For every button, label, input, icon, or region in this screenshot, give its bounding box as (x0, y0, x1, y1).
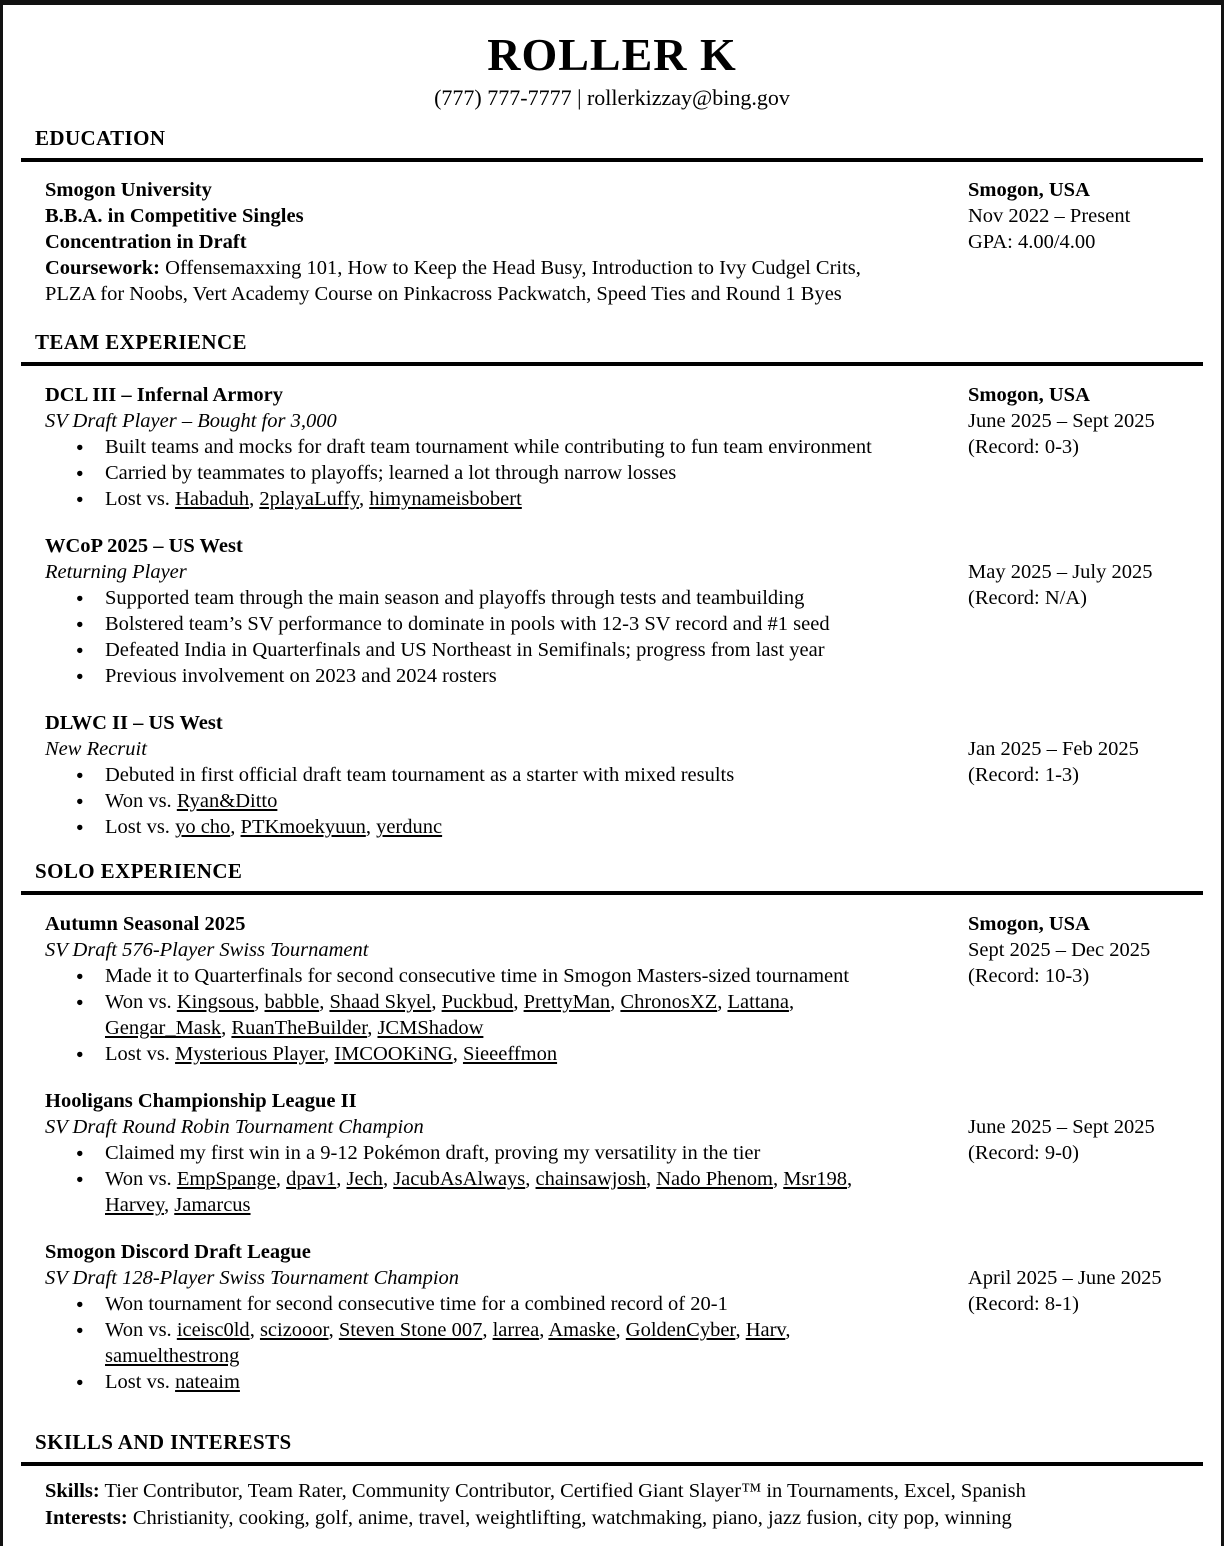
opponent-link[interactable]: Lattana (727, 991, 789, 1013)
text-segment: , (431, 991, 442, 1013)
text-segment: , (382, 1168, 394, 1190)
education-dates: Nov 2022 – Present (968, 205, 1131, 227)
opponent-link[interactable]: Steven Stone 007 (338, 1319, 483, 1341)
education-gpa: GPA: 4.00/4.00 (968, 231, 1096, 253)
section-skills-interests (3, 1429, 1221, 1532)
text-segment: , (249, 488, 260, 510)
entry-dates: April 2025 – June 2025 (968, 1267, 1162, 1289)
opponent-link[interactable]: yo cho (175, 816, 231, 838)
text-segment: , (772, 1168, 784, 1190)
bullet-text: Debuted in first official draft team tournament as a starter with mixed results (105, 764, 735, 786)
bullet-item (3, 1317, 1221, 1369)
entry-dates: Sept 2025 – Dec 2025 (968, 939, 1151, 961)
text-segment: , (230, 816, 241, 838)
school-name: Smogon University (45, 179, 212, 201)
degree: B.B.A. in Competitive Singles (45, 205, 304, 227)
bullet-text (105, 1166, 852, 1218)
interests-text: Christianity, cooking, golf, anime, travel, weightlifting, watchmaking, piano, jazz fusion, city pop, winning (127, 1507, 1012, 1529)
opponent-link[interactable]: Jech (346, 1168, 383, 1190)
text-segment: Lost vs. (105, 816, 176, 838)
opponent-link[interactable]: PTKmoekyuun (240, 816, 366, 838)
entry-title-row (3, 533, 1221, 559)
coursework-label: Coursework: (45, 257, 161, 279)
bullet-text (105, 1317, 790, 1369)
opponent-link[interactable]: Ryan&Ditto (176, 790, 278, 812)
opponent-link[interactable]: yerdunc (376, 816, 443, 838)
experience-entry (3, 1239, 1221, 1395)
entry-record: (Record: 8-1) (968, 1293, 1079, 1315)
bullet-item (3, 460, 1221, 486)
bullet-item (3, 1041, 1221, 1067)
entry-subtitle-row (3, 937, 1221, 963)
opponent-link[interactable]: Habaduh (175, 488, 250, 510)
experience-entry (3, 710, 1221, 840)
opponent-link[interactable]: JacubAsAlways (393, 1168, 526, 1190)
section-rule (21, 891, 1203, 895)
section-solo-experience (3, 858, 1221, 1395)
education-line (3, 203, 1221, 229)
opponent-link[interactable]: Puckbud (441, 991, 514, 1013)
text-segment: , (367, 1017, 378, 1039)
opponent-link[interactable]: Nado Phenom (656, 1168, 773, 1190)
interests-label: Interests: (45, 1507, 128, 1529)
section-rule (21, 362, 1203, 366)
entry-subtitle-row (3, 559, 1221, 585)
opponent-link[interactable]: EmpSpange (176, 1168, 276, 1190)
skills-label: Skills: (45, 1480, 100, 1502)
text-segment: Won vs. (105, 790, 177, 812)
bullet-text: Defeated India in Quarterfinals and US Northeast in Semifinals; progress from last year (105, 639, 825, 661)
bullet-item (3, 585, 1221, 611)
bullet-list (3, 1291, 1221, 1395)
opponent-link[interactable]: dpav1 (286, 1168, 337, 1190)
bullet-item (3, 1140, 1221, 1166)
bullet-text: Previous involvement on 2023 and 2024 rosters (105, 665, 497, 687)
entry-title: DCL III – Infernal Armory (45, 384, 284, 406)
opponent-link[interactable]: PrettyMan (523, 991, 611, 1013)
opponent-link[interactable]: 2playaLuffy (259, 488, 359, 510)
bullet-text (105, 1369, 240, 1395)
entry-subtitle-row (3, 1114, 1221, 1140)
opponent-link[interactable]: Jamarcus (174, 1194, 251, 1216)
experience-entry (3, 911, 1221, 1067)
entry-dates: June 2025 – Sept 2025 (968, 410, 1155, 432)
entry-record: (Record: 1-3) (968, 764, 1079, 786)
bullet-item (3, 814, 1221, 840)
opponent-link[interactable]: chainsawjosh (535, 1168, 646, 1190)
opponent-link[interactable]: iceisc0ld (176, 1319, 250, 1341)
text-segment: , (539, 1319, 549, 1341)
bullet-text: Won tournament for second consecutive time for a combined record of 20-1 (105, 1293, 728, 1315)
entry-title-row (3, 911, 1221, 937)
entry-title: WCoP 2025 – US West (45, 535, 243, 557)
bullet-text: Carried by teammates to playoffs; learned a lot through narrow losses (105, 462, 677, 484)
opponent-link[interactable]: Harv (745, 1319, 786, 1341)
text-segment: , (645, 1168, 657, 1190)
text-segment: Lost vs. (105, 488, 176, 510)
bullet-text: Bolstered team’s SV performance to dominate in pools with 12-3 SV record and #1 seed (105, 613, 830, 635)
text-segment: , (847, 1168, 853, 1190)
interests-line (3, 1505, 1221, 1532)
section-rule (21, 1462, 1203, 1466)
entry-record: (Record: 0-3) (968, 436, 1079, 458)
text-segment: , (249, 1319, 260, 1341)
entry-dates: May 2025 – July 2025 (968, 561, 1153, 583)
text-segment: , (717, 991, 728, 1013)
bullet-text (105, 814, 442, 840)
entry-subtitle-row (3, 408, 1221, 434)
bullet-item (3, 611, 1221, 637)
entry-record: (Record: 10-3) (968, 965, 1090, 987)
text-segment: , (615, 1319, 626, 1341)
text-segment: , (254, 991, 265, 1013)
contact-line: (777) 777-7777 | rollerkizzay@bing.gov (434, 85, 790, 110)
entry-subtitle: SV Draft Player – Bought for 3,000 (45, 410, 337, 432)
text-segment: Won vs. (105, 1319, 177, 1341)
concentration: Concentration in Draft (45, 231, 247, 253)
bullet-list (3, 963, 1221, 1067)
bullet-text (105, 1041, 557, 1067)
text-segment: Lost vs. (105, 1371, 176, 1393)
text-segment: Lost vs. (105, 1043, 176, 1065)
bullet-item (3, 963, 1221, 989)
opponent-link[interactable]: babble (264, 991, 320, 1013)
text-segment: Won vs. (105, 1168, 177, 1190)
education-line (3, 229, 1221, 255)
text-segment: Won vs. (105, 991, 177, 1013)
entry-subtitle: SV Draft Round Robin Tournament Champion (45, 1116, 424, 1138)
section-heading-education: EDUCATION (35, 126, 166, 150)
entry-subtitle: SV Draft 128-Player Swiss Tournament Champion (45, 1267, 460, 1289)
entry-title-row (3, 1239, 1221, 1265)
opponent-link[interactable]: samuelthestrong (105, 1345, 240, 1367)
entry-title-row (3, 382, 1221, 408)
opponent-link[interactable]: Msr198 (783, 1168, 848, 1190)
experience-entry (3, 533, 1221, 689)
text-segment: , (319, 991, 330, 1013)
entry-subtitle-row (3, 736, 1221, 762)
text-segment: , (221, 1017, 232, 1039)
skills-line (3, 1478, 1221, 1505)
experience-entry (3, 1088, 1221, 1218)
entry-title: DLWC II – US West (45, 712, 223, 734)
opponent-link[interactable]: larrea (492, 1319, 540, 1341)
section-education (3, 125, 1221, 307)
entry-title: Autumn Seasonal 2025 (45, 913, 246, 935)
section-team-experience (3, 329, 1221, 840)
section-rule (21, 158, 1203, 162)
opponent-link[interactable]: IMCOOKiNG (334, 1043, 453, 1065)
opponent-link[interactable]: Shaad Skyel (329, 991, 432, 1013)
opponent-link[interactable]: Gengar_Mask (105, 1017, 222, 1039)
entry-title: Smogon Discord Draft League (45, 1241, 311, 1263)
opponent-link[interactable]: GoldenCyber (625, 1319, 736, 1341)
section-heading-team: TEAM EXPERIENCE (35, 330, 247, 354)
entry-location: Smogon, USA (968, 913, 1090, 935)
opponent-link[interactable]: Harvey (105, 1194, 164, 1216)
text-segment: , (513, 991, 524, 1013)
bullet-item (3, 663, 1221, 689)
entry-title-row (3, 710, 1221, 736)
bullet-item (3, 788, 1221, 814)
text-segment: , (328, 1319, 339, 1341)
entry-location: Smogon, USA (968, 384, 1090, 406)
coursework-text: PLZA for Noobs, Vert Academy Course on Pinkacross Packwatch, Speed Ties and Round 1 Byes (45, 283, 842, 305)
bullet-item (3, 1166, 1221, 1218)
bullet-item (3, 1369, 1221, 1395)
opponent-link[interactable]: Mysterious Player (175, 1043, 324, 1065)
text-segment: , (610, 991, 621, 1013)
entry-subtitle: Returning Player (45, 561, 187, 583)
entry-title: Hooligans Championship League II (45, 1090, 357, 1112)
opponent-link[interactable]: JCMShadow (377, 1017, 484, 1039)
bullet-text: Supported team through the main season and playoffs through tests and teambuilding (105, 587, 805, 609)
text-segment: , (735, 1319, 746, 1341)
entry-dates: Jan 2025 – Feb 2025 (968, 738, 1139, 760)
bullet-item (3, 486, 1221, 512)
opponent-link[interactable]: himynameisbobert (369, 488, 522, 510)
bullet-list (3, 585, 1221, 689)
text-segment: , (358, 488, 370, 510)
bullet-text: Made it to Quarterfinals for second consecutive time in Smogon Masters-sized tournament (105, 965, 850, 987)
page-title: ROLLER K (487, 29, 737, 80)
bullet-text (105, 486, 522, 512)
bullet-item (3, 637, 1221, 663)
bullet-text: Built teams and mocks for draft team tournament while contributing to fun team environment (105, 436, 872, 458)
bullet-item (3, 762, 1221, 788)
entry-subtitle: SV Draft 576-Player Swiss Tournament (45, 939, 369, 961)
opponent-link[interactable]: Amaske (548, 1319, 616, 1341)
skills-text: Tier Contributor, Team Rater, Community Contributor, Certified Giant Slayer™ in Tournaments, Excel, Spanish (99, 1480, 1026, 1502)
text-segment: , (482, 1319, 493, 1341)
coursework-text: Offensemaxxing 101, How to Keep the Head Busy, Introduction to Ivy Cudgel Crits, (160, 257, 861, 279)
bullet-text (105, 989, 794, 1041)
text-segment: , (324, 1043, 335, 1065)
education-line (3, 177, 1221, 203)
text-segment: , (525, 1168, 536, 1190)
text-segment: , (365, 816, 377, 838)
bullet-list (3, 434, 1221, 512)
bullet-item (3, 434, 1221, 460)
bullet-item (3, 1291, 1221, 1317)
opponent-link[interactable]: nateaim (175, 1371, 240, 1393)
entry-record: (Record: N/A) (968, 587, 1087, 609)
entry-dates: June 2025 – Sept 2025 (968, 1116, 1155, 1138)
text-segment: , (785, 1319, 791, 1341)
entry-title-row (3, 1088, 1221, 1114)
bullet-text (105, 788, 277, 814)
text-segment: , (336, 1168, 347, 1190)
coursework (3, 255, 1221, 307)
bullet-list (3, 762, 1221, 840)
bullet-text: Claimed my first win in a 9-12 Pokémon draft, proving my versatility in the tier (105, 1142, 761, 1164)
experience-entry (3, 382, 1221, 512)
entry-record: (Record: 9-0) (968, 1142, 1079, 1164)
entry-subtitle: New Recruit (45, 738, 147, 760)
opponent-link[interactable]: RuanTheBuilder (231, 1017, 368, 1039)
education-location: Smogon, USA (968, 179, 1090, 201)
opponent-link[interactable]: ChronosXZ (620, 991, 718, 1013)
bullet-item (3, 989, 1221, 1041)
text-segment: , (788, 991, 795, 1013)
entry-subtitle-row (3, 1265, 1221, 1291)
bullet-list (3, 1140, 1221, 1218)
opponent-link[interactable]: scizooor (259, 1319, 329, 1341)
text-segment: , (275, 1168, 287, 1190)
section-heading-skills: SKILLS AND INTERESTS (35, 1430, 292, 1454)
text-segment: , (452, 1043, 463, 1065)
section-heading-solo: SOLO EXPERIENCE (35, 859, 243, 883)
opponent-link[interactable]: Sieeeffmon (462, 1043, 558, 1065)
opponent-link[interactable]: Kingsous (176, 991, 255, 1013)
text-segment: , (164, 1194, 175, 1216)
